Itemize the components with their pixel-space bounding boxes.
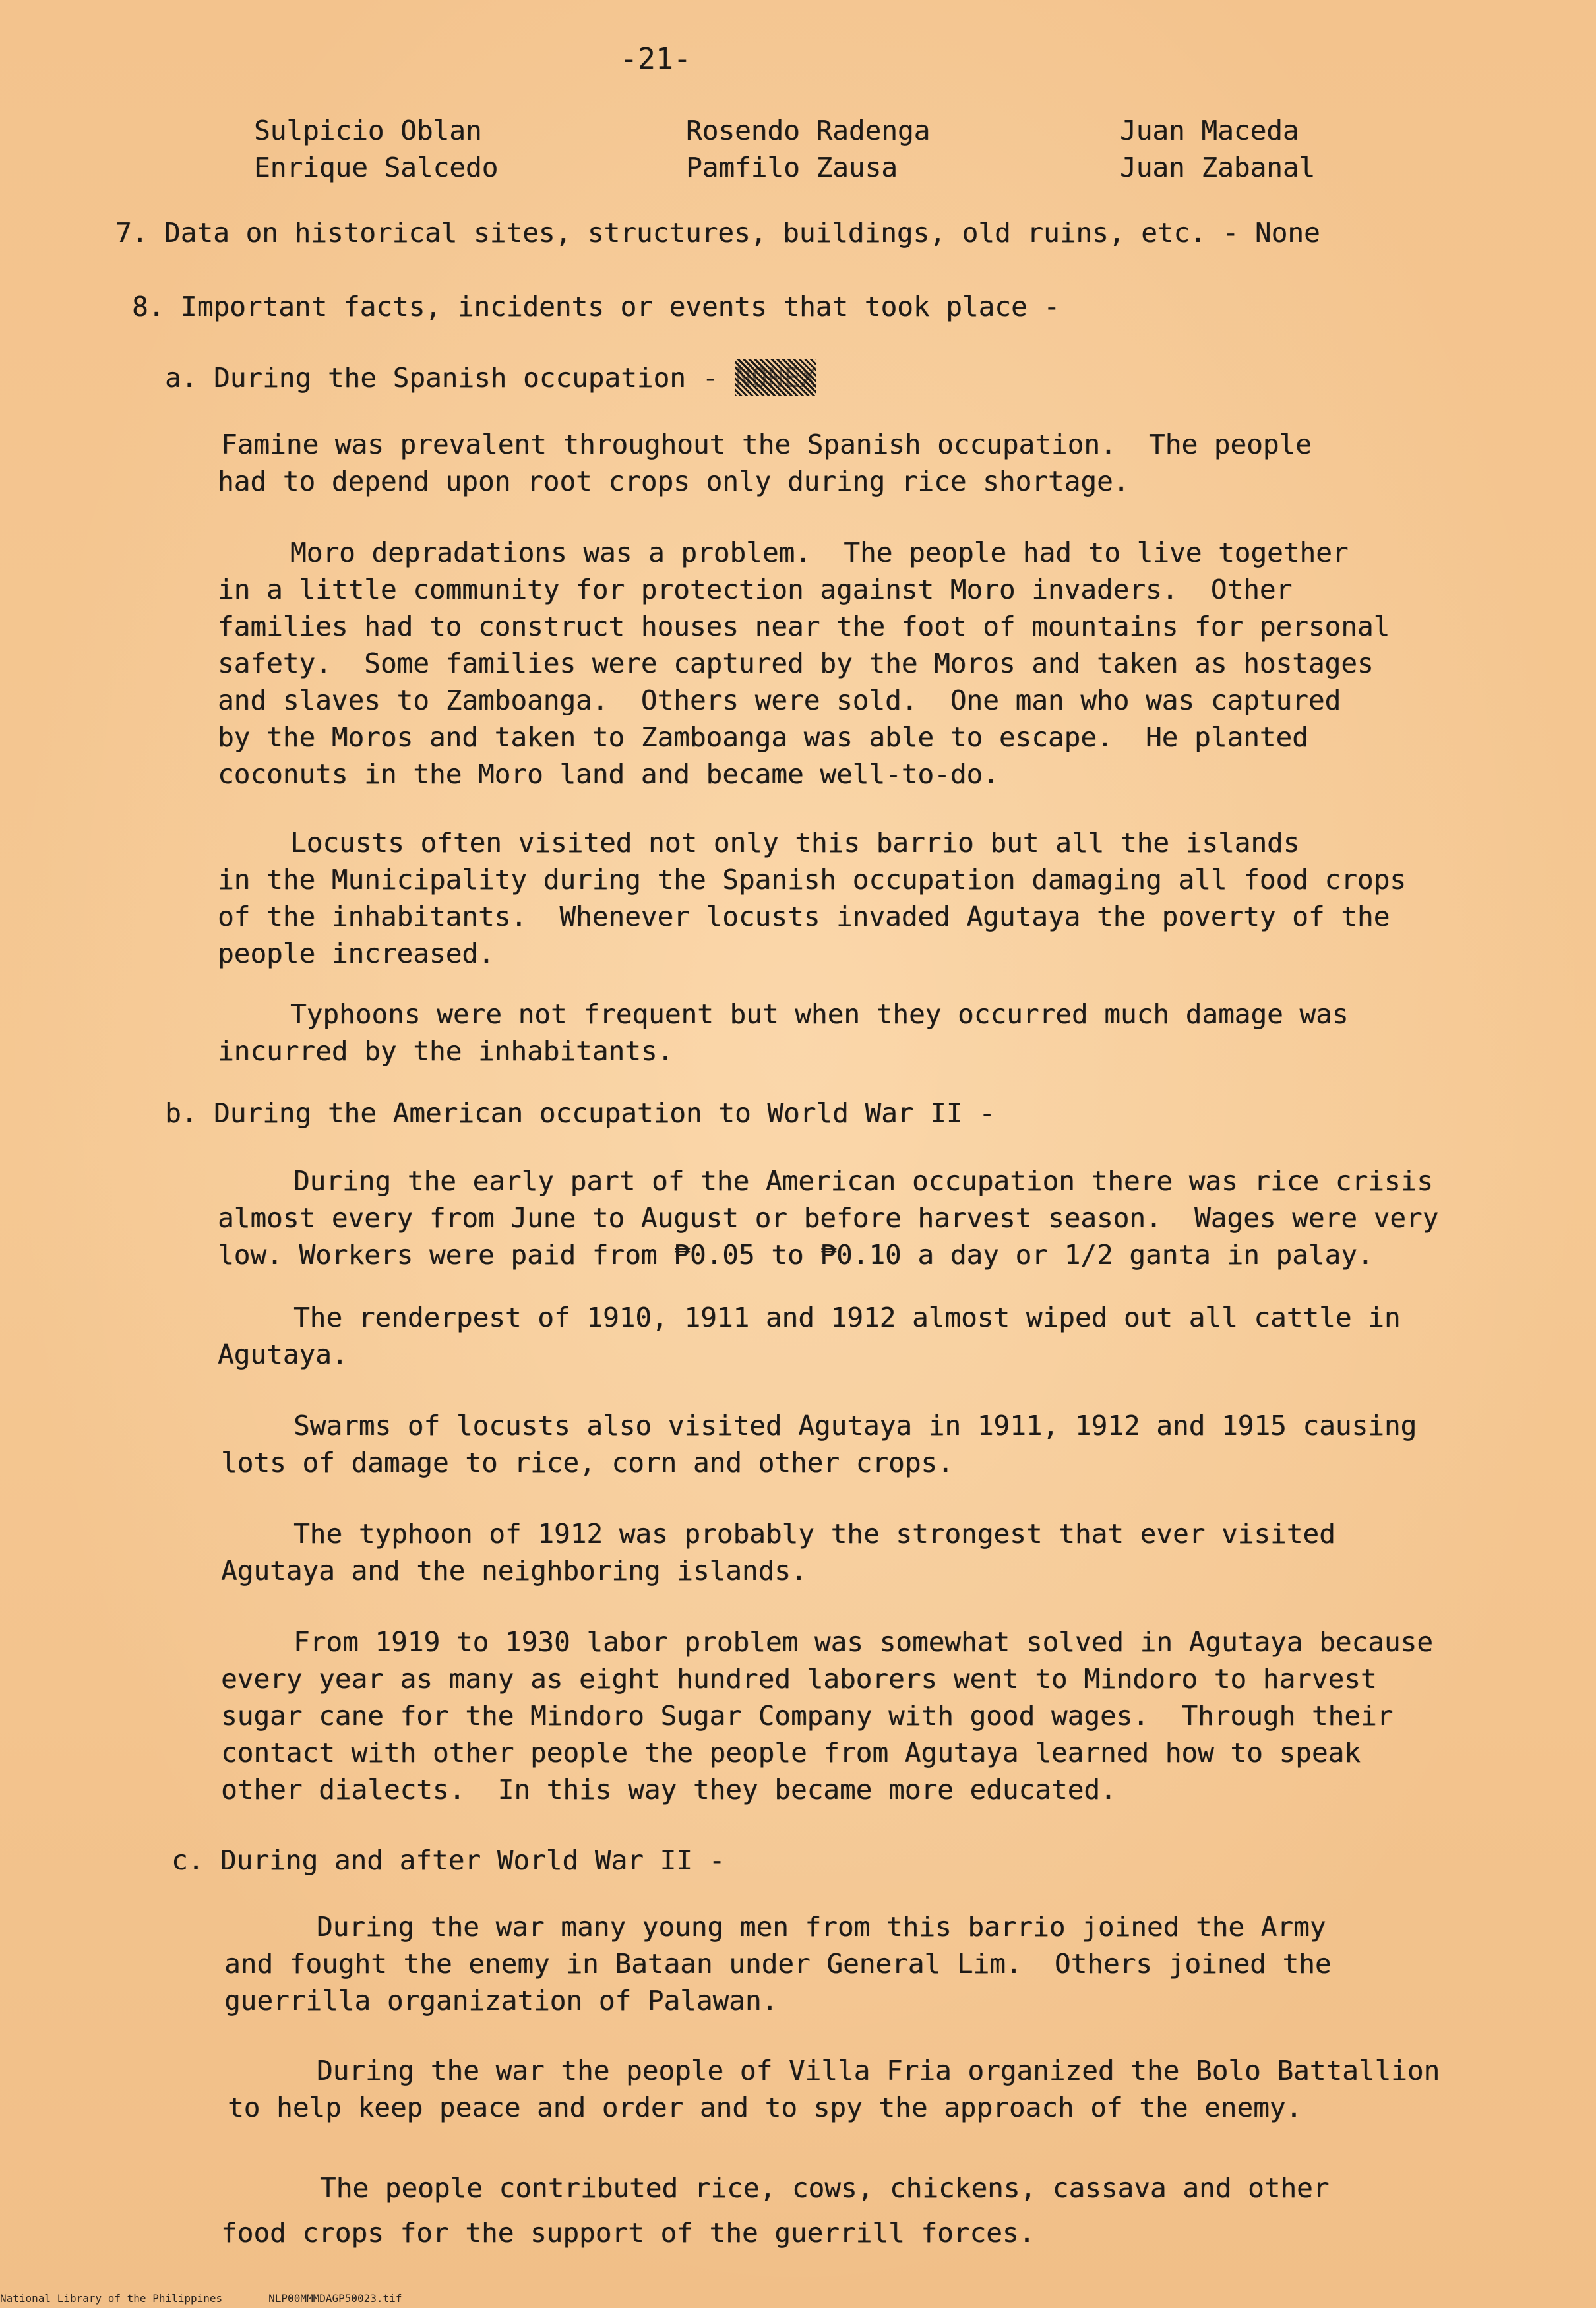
text-line: From 1919 to 1930 labor problem was somewhat solved in Agutaya because (293, 1626, 1433, 1658)
text-line: Agutaya and the neighboring islands. (221, 1555, 807, 1587)
text-line: During the war the people of Villa Fria organized the Bolo Battallion (317, 2055, 1440, 2086)
text-line: Swarms of locusts also visited Agutaya in 1911, 1912 and 1915 causing (293, 1410, 1417, 1442)
text-line: food crops for the support of the guerrill forces. (221, 2217, 1035, 2249)
text-line: coconuts in the Moro land and became well-to-do. (218, 758, 999, 790)
text-line: Locusts often visited not only this barrio but all the islands (290, 827, 1300, 859)
text-line: to help keep peace and order and to spy the approach of the enemy. (228, 2092, 1303, 2123)
page-number: -21- (620, 42, 691, 76)
text-line: every year as many as eight hundred laborers went to Mindoro to harvest (221, 1663, 1377, 1695)
text-line: by the Moros and taken to Zamboanga was able to escape. He planted (218, 721, 1308, 753)
library-credit: National Library of the Philippines (0, 2292, 223, 2305)
text-line: Moro depradations was a problem. The people had to live together (290, 537, 1349, 568)
text-line: other dialects. In this way they became more educated. (221, 1774, 1117, 1806)
text-line: had to depend upon root crops only during rice shortage. (218, 466, 1130, 497)
text-line: sugar cane for the Mindoro Sugar Company with good wages. Through their (221, 1700, 1394, 1732)
names-list (254, 112, 1375, 185)
item-7-historical-sites: 7. Data on historical sites, structures, buildings, old ruins, etc. - None (115, 217, 1320, 249)
text-line: contact with other people the people from Agutaya learned how to speak (221, 1737, 1361, 1769)
text-line: of the inhabitants. Whenever locusts invaded Agutaya the poverty of the (218, 901, 1390, 932)
scan-footer (0, 2292, 448, 2305)
text-line: Agutaya. (218, 1339, 348, 1370)
section-a-heading-text: a. During the Spanish occupation - (165, 362, 735, 394)
name-entry: Juan Zabanal (1120, 152, 1316, 183)
text-line: The renderpest of 1910, 1911 and 1912 almost wiped out all cattle in (293, 1302, 1401, 1333)
section-b-heading: b. During the American occupation to World War II - (165, 1097, 995, 1129)
name-entry: Sulpicio Oblan (254, 115, 482, 146)
name-entry: Enrique Salcedo (254, 152, 499, 183)
file-name: NLP00MMMDAGP50023.tif (268, 2292, 402, 2305)
text-line: people increased. (218, 938, 495, 969)
name-entry: Pamfilo Zausa (686, 152, 898, 183)
text-line: lots of damage to rice, corn and other crops. (221, 1447, 954, 1478)
text-line: guerrilla organization of Palawan. (224, 1985, 778, 2017)
text-line: families had to construct houses near the foot of mountains for personal (218, 611, 1390, 642)
section-a-heading (165, 359, 816, 396)
text-line: The typhoon of 1912 was probably the strongest that ever visited (293, 1518, 1335, 1550)
section-a-paragraph-1 (221, 426, 1312, 463)
text-line: During the war many young men from this barrio joined the Army (317, 1911, 1326, 1943)
name-entry: Rosendo Radenga (686, 115, 931, 146)
text-line: and fought the enemy in Bataan under General Lim. Others joined the (224, 1948, 1332, 1980)
text-line: in the Municipality during the Spanish occupation damaging all food crops (218, 864, 1406, 896)
text-line: in a little community for protection against Moro invaders. Other (218, 574, 1293, 605)
text-line: and slaves to Zamboanga. Others were sold. One man who was captured (218, 684, 1341, 716)
text-line: Typhoons were not frequent but when they occurred much damage was (290, 998, 1349, 1030)
text-line: Famine was prevalent throughout the Spanish occupation. The people (221, 429, 1312, 460)
text-line: The people contributed rice, cows, chickens, cassava and other (320, 2172, 1330, 2204)
text-line: low. Workers were paid from ₱0.05 to ₱0.10 a day or 1/2 ganta in palay. (218, 1239, 1374, 1271)
item-8-important-facts: 8. Important facts, incidents or events that took place - (132, 291, 1060, 322)
text-line: safety. Some families were captured by the Moros and taken as hostages (218, 648, 1374, 679)
text-line: incurred by the inhabitants. (218, 1035, 674, 1067)
text-line: almost every from June to August or before harvest season. Wages were very (218, 1202, 1439, 1234)
section-c-heading: c. During and after World War II - (171, 1844, 725, 1876)
text-line: During the early part of the American occupation there was rice crisis (293, 1165, 1433, 1197)
struck-out-text: NONEX (735, 359, 816, 396)
name-entry: Juan Maceda (1120, 115, 1299, 146)
